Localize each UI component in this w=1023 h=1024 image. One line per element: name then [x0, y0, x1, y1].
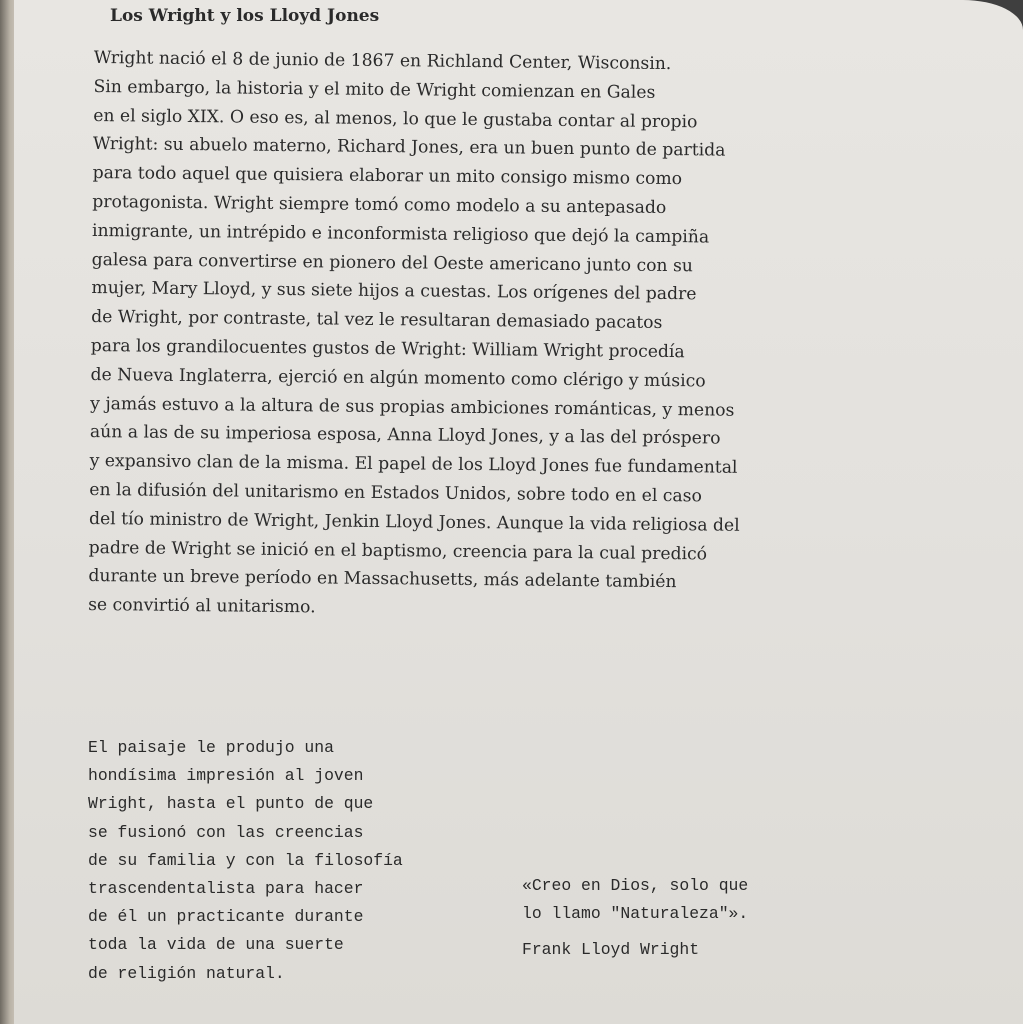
- quote-line: «Creo en Dios, solo que: [522, 876, 749, 895]
- body-line: protagonista. Wright siempre tomó como modelo a su antepasado: [92, 191, 667, 218]
- body-line: y expansivo clan de la misma. El papel de los Lloyd Jones fue fundamental: [89, 451, 738, 478]
- body-line: Wright nació el 8 de junio de 1867 en Richland Center, Wisconsin.: [93, 47, 672, 75]
- aside-note: [88, 734, 488, 988]
- body-line: Sin embargo, la historia y el mito de Wright comienzan en Gales: [93, 76, 656, 103]
- book-page: [14, 0, 1023, 1024]
- aside-line: El paisaje le produjo una: [88, 738, 334, 757]
- body-line: mujer, Mary Lloyd, y sus siete hijos a cuestas. Los orígenes del padre: [91, 278, 697, 305]
- aside-line: toda la vida de una suerte: [88, 935, 344, 955]
- body-line: de Nueva Inglaterra, ejerció en algún momento como clérigo y músico: [90, 364, 706, 392]
- body-line: y jamás estuvo a la altura de sus propias ambiciones románticas, y menos: [90, 393, 735, 421]
- body-line: se convirtió al unitarismo.: [88, 595, 316, 618]
- aside-line: de él un practicante durante: [88, 907, 364, 927]
- body-line: para todo aquel que quisiera elaborar un mito consigo mismo como: [92, 163, 683, 190]
- body-line: galesa para convertirse en pionero del Oeste americano junto con su: [91, 249, 694, 276]
- body-line: en el siglo XIX. O eso es, al menos, lo que le gustaba contar al propio: [93, 105, 698, 132]
- body-line: Wright: su abuelo materno, Richard Jones, era un buen punto de partida: [92, 134, 726, 162]
- aside-line: trascendentalista para hacer: [88, 879, 364, 899]
- body-line: en la difusión del unitarismo en Estados Unidos, sobre todo en el caso: [89, 479, 702, 507]
- body-line: de Wright, por contraste, tal vez le resultaran demasiado pacatos: [91, 307, 663, 334]
- aside-line: Wright, hasta el punto de que: [88, 794, 374, 814]
- aside-line: de su familia y con la filosofía: [88, 850, 403, 870]
- aside-line: hondísima impresión al joven: [88, 766, 364, 786]
- body-line: durante un breve período en Massachusetts, más adelante también: [88, 566, 677, 593]
- aside-line: de religión natural.: [88, 963, 285, 983]
- body-line: del tío ministro de Wright, Jenkin Lloyd Jones. Aunque la vida religiosa del: [88, 508, 740, 536]
- body-paragraph: [88, 44, 794, 627]
- aside-line: se fusionó con las creencias: [88, 822, 364, 842]
- section-heading: Los Wright y los Lloyd Jones: [110, 6, 380, 26]
- quote-author: Frank Lloyd Wright: [522, 940, 700, 960]
- pull-quote: [522, 872, 842, 965]
- body-line: inmigrante, un intrépido e inconformista religioso que dejó la campiña: [91, 220, 710, 248]
- body-line: para los grandilocuentes gustos de Wright: William Wright procedía: [90, 335, 685, 363]
- quote-line: lo llamo "Naturaleza"».: [522, 904, 749, 924]
- body-line: aún a las de su imperiosa esposa, Anna Lloyd Jones, y a las del próspero: [89, 422, 721, 449]
- body-line: padre de Wright se inició en el baptismo, creencia para la cual predicó: [88, 537, 708, 564]
